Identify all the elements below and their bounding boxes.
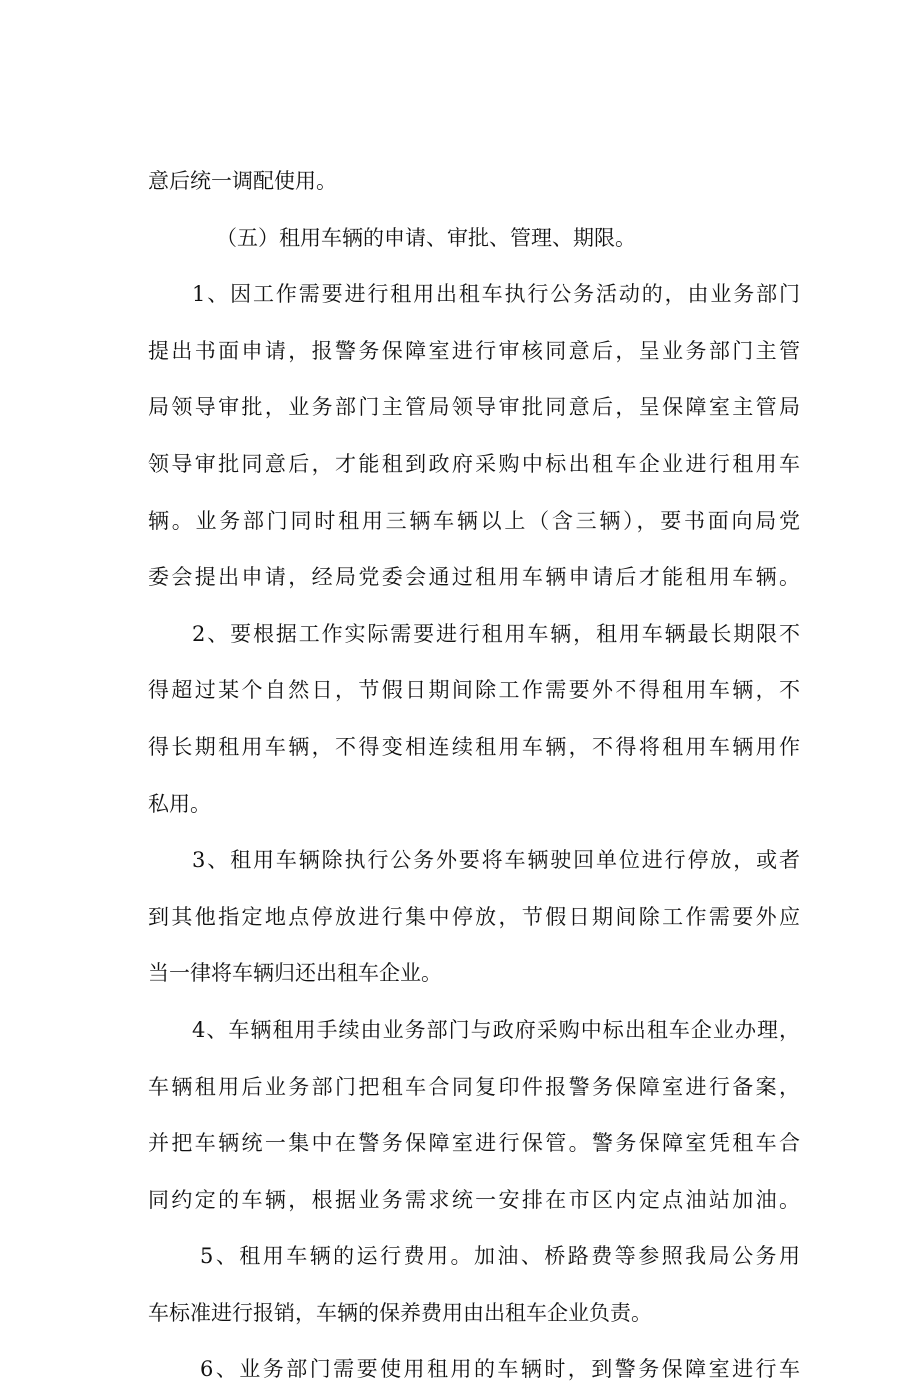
text-line: 6、业务部门需要使用租用的车辆时，到警务保障室进行车 xyxy=(200,1357,800,1382)
text-line: 辆。业务部门同时租用三辆车辆以上（含三辆），要书面向局党 xyxy=(148,508,800,533)
text-line: 得长期租用车辆，不得变相连续租用车辆，不得将租用车辆用作 xyxy=(148,734,800,759)
text-line: 领导审批同意后，才能租到政府采购中标出租车企业进行租用车 xyxy=(148,451,800,476)
text-line: 2、要根据工作实际需要进行租用车辆，租用车辆最长期限不 xyxy=(192,621,800,646)
text-line: 4、车辆租用手续由业务部门与政府采购中标出租车企业办理， xyxy=(192,1017,800,1042)
section-heading: （五）租用车辆的申请、审批、管理、期限。 xyxy=(216,225,636,250)
text-line: 私用。 xyxy=(148,791,211,816)
text-line: 1、因工作需要进行租用出租车执行公务活动的，由业务部门 xyxy=(192,282,800,307)
document-body xyxy=(148,153,800,1398)
text-line: 得超过某个自然日，节假日期间除工作需要外不得租用车辆，不 xyxy=(148,678,800,703)
text-line: 并把车辆统一集中在警务保障室进行保管。警务保障室凭租车合 xyxy=(148,1131,800,1156)
text-line: 提出书面申请，报警务保障室进行审核同意后，呈业务部门主管 xyxy=(148,338,800,363)
text-line: 到其他指定地点停放进行集中停放，节假日期间除工作需要外应 xyxy=(148,904,800,929)
text-line: 车辆租用后业务部门把租车合同复印件报警务保障室进行备案， xyxy=(148,1074,800,1099)
text-line: 局领导审批，业务部门主管局领导审批同意后，呈保障室主管局 xyxy=(148,395,800,420)
text-line: 车标准进行报销，车辆的保养费用由出租车企业负责。 xyxy=(148,1300,652,1325)
text-line: 意后统一调配使用。 xyxy=(148,169,337,193)
text-line: 委会提出申请，经局党委会通过租用车辆申请后才能租用车辆。 xyxy=(148,565,800,590)
text-line: 3、租用车辆除执行公务外要将车辆驶回单位进行停放，或者 xyxy=(192,848,800,873)
text-line: 同约定的车辆，根据业务需求统一安排在市区内定点油站加油。 xyxy=(148,1187,800,1212)
text-line: 当一律将车辆归还出租车企业。 xyxy=(148,961,442,986)
text-line: 5、租用车辆的运行费用。加油、桥路费等参照我局公务用 xyxy=(200,1244,800,1269)
